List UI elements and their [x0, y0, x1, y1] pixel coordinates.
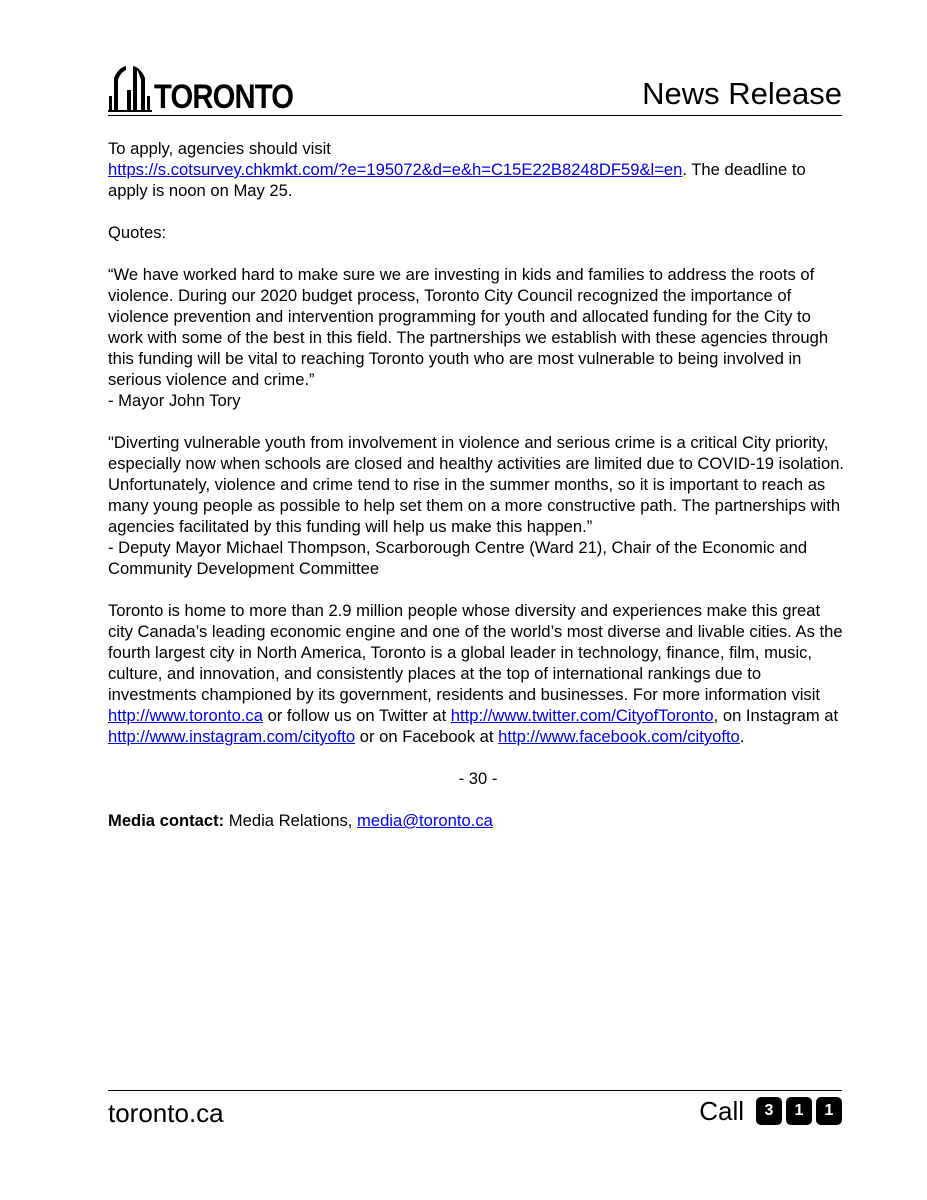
quote-mayor [108, 264, 848, 411]
toronto-site-link[interactable]: http://www.toronto.ca [108, 706, 263, 725]
media-contact-text: Media Relations, [224, 811, 358, 830]
facebook-link[interactable]: http://www.facebook.com/cityofto [498, 727, 740, 746]
deadline-text: . The deadline to apply is noon on May 25. [108, 160, 806, 200]
about-text-2: or follow us on Twitter at [262, 706, 451, 725]
about-text-5: . [739, 727, 745, 746]
survey-link[interactable]: https://s.cotsurvey.chkmkt.com/?e=195072&d=e&h=C15E22B8248DF59&l=en [108, 160, 683, 179]
logo-wordmark: TORONTO [154, 78, 294, 116]
footer-divider [108, 1090, 842, 1091]
quote-mayor-attribution: - Mayor John Tory [108, 391, 241, 410]
key-1b: 1 [816, 1097, 842, 1125]
twitter-link[interactable]: http://www.twitter.com/CityofToronto [450, 706, 714, 725]
about-text-3: , on Instagram at [713, 706, 839, 725]
page-title: News Release [642, 76, 842, 111]
city-hall-icon [108, 66, 152, 112]
call-label: Call [699, 1096, 744, 1126]
apply-paragraph [108, 138, 848, 201]
key-3: 3 [756, 1097, 782, 1125]
instagram-link[interactable]: http://www.instagram.com/cityofto [108, 727, 356, 746]
quote-deputy-mayor [108, 432, 848, 579]
media-contact [108, 810, 848, 831]
quote-deputy-attribution: - Deputy Mayor Michael Thompson, Scarborough Centre (Ward 21), Chair of the Economic and Community Development Committee [108, 538, 808, 578]
quotes-heading: Quotes: [108, 223, 167, 242]
about-toronto-paragraph [108, 600, 848, 747]
about-text: Toronto is home to more than 2.9 million people whose diversity and experiences make this great city Canada’s leading economic engine and one of the world’s most diverse and livable cities. As the fourth largest city in North America, Toronto is a global leader in technology, finance, film, music, culture, and innovation, and consistently places at the top of international rankings due to investments championed by its government, residents and businesses. For more information visit [108, 601, 843, 704]
call-311 [699, 1096, 842, 1126]
footer-website: toronto.ca [108, 1098, 224, 1128]
release-body [108, 138, 848, 852]
media-contact-label: Media contact: [108, 811, 225, 830]
key-1: 1 [786, 1097, 812, 1125]
toronto-logo [108, 62, 316, 116]
quote-mayor-text: “We have worked hard to make sure we are investing in kids and families to address the roots of violence. During our 2020 budget process, Toronto City Council recognized the importance of violence prevention and intervention programming for youth and allocated funding for the City to work with some of the best in this field. The partnerships we establish with these agencies through this funding will be vital to reaching Toronto youth who are most vulnerable to being involved in serious violence and crime.” [108, 265, 829, 389]
media-email-link[interactable]: media@toronto.ca [357, 811, 493, 830]
header-divider [108, 115, 842, 116]
about-text-4: or on Facebook at [355, 727, 499, 746]
quote-deputy-text: "Diverting vulnerable youth from involvement in violence and serious crime is a critical City priority, especially now when schools are closed and healthy activities are limited due to COVID-19 isolation. Unfortunately, violence and crime tend to rise in the summer months, so it is important to reach as many young people as possible to help set them on a more constructive path. The partnerships with agencies facilitated by this funding will help us make this happen.” [108, 433, 845, 536]
end-marker: - 30 - [458, 769, 498, 788]
apply-text: To apply, agencies should visit [108, 139, 331, 158]
